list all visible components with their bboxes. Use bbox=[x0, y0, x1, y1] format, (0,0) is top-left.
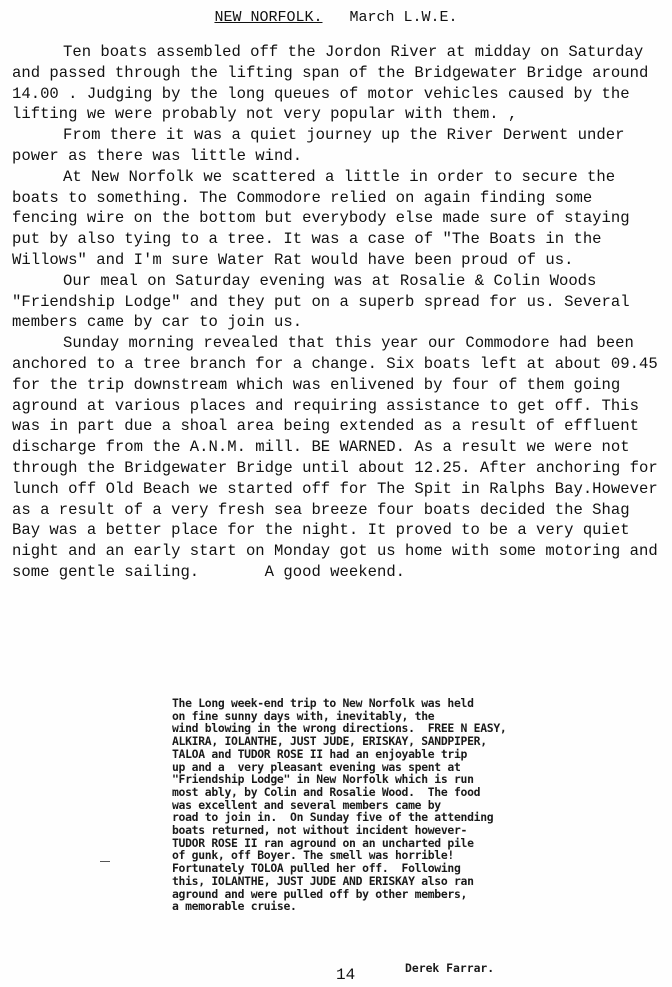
article-body bbox=[12, 42, 662, 583]
article-paragraph-5 bbox=[12, 333, 662, 583]
article-paragraph-5-text: Sunday morning revealed that this year our Commodore had been anchored to a tree branch for a change. Six boats left at about 09.45 for the trip downstream which was enlivened by four of them going aground at various places and requiring assistance to get off. This was in part due a shoal area being extended as a result of effluent discharge from the A.N.M. mill. BE WARNED. As a result we were not through the Bridgewater Bridge until about 12.25. After anchoring for lunch off Old Beach we started off for The Spit in Ralphs Bay.However as a result of a very fresh sea breeze four boats decided the Shag Bay was a better place for the night. It proved to be a very quiet night and an early start on Monday got us home with some motoring and some gentle sailing. bbox=[12, 334, 658, 581]
page-title: NEW NORFOLK. bbox=[214, 9, 323, 26]
letter-excerpt: The Long week-end trip to New Norfolk was held on fine sunny days with, inevitably, the wind blowing in the wrong directions. FREE N EASY, ALKIRA, IOLANTHE, JUST JUDE, ERISKAY, SANDPIPER, TALOA and TUDOR ROSE II had an enjoyable trip up and a very pleasant evening was spent at "Friendship Lodge" in New Norfolk which is run most ably, by Colin and Rosalie Wood. The food was excellent and several members came by road to join in. On Sunday five of the attending boats returned, not without incident however- TUDOR ROSE II ran aground on an uncharted pile of gunk, off Boyer. The smell was horrible! Fortunately TOLOA pulled her off. Following this, IOLANTHE, JUST JUDE AND ERISKAY also ran aground and were pulled off by other members, a memorable cruise. bbox=[172, 696, 507, 914]
margin-mark bbox=[100, 861, 110, 862]
article-paragraph-1: Ten boats assembled off the Jordon River at midday on Saturday and passed through the lifting span of the Bridgewater Bridge around 14.00 . Judging by the long queues of motor vehicles caused by the lifting we were probably not very popular with them. , bbox=[12, 43, 649, 124]
article-paragraph-3: At New Norfolk we scattered a little in order to secure the boats to something. The Commodore relied on again finding some fencing wire on the bottom but everybody else made sure of staying put by also tying to a tree. It was a case of "The Boats in the Willows" and I'm sure Water Rat would have been proud of us. bbox=[12, 167, 630, 269]
page-heading bbox=[0, 8, 672, 28]
letter-signature: Derek Farrar. bbox=[405, 961, 495, 975]
article-paragraph-2: From there it was a quiet journey up the River Derwent under power as there was little wind. bbox=[12, 126, 625, 165]
page-number: 14 bbox=[336, 966, 356, 984]
article-closing: A good weekend. bbox=[264, 562, 406, 581]
article-paragraph-4: Our meal on Saturday evening was at Rosalie & Colin Woods "Friendship Lodge" and they put on a superb spread for us. Several members came by car to join us. bbox=[12, 271, 630, 332]
page-date: March L.W.E. bbox=[349, 9, 458, 26]
